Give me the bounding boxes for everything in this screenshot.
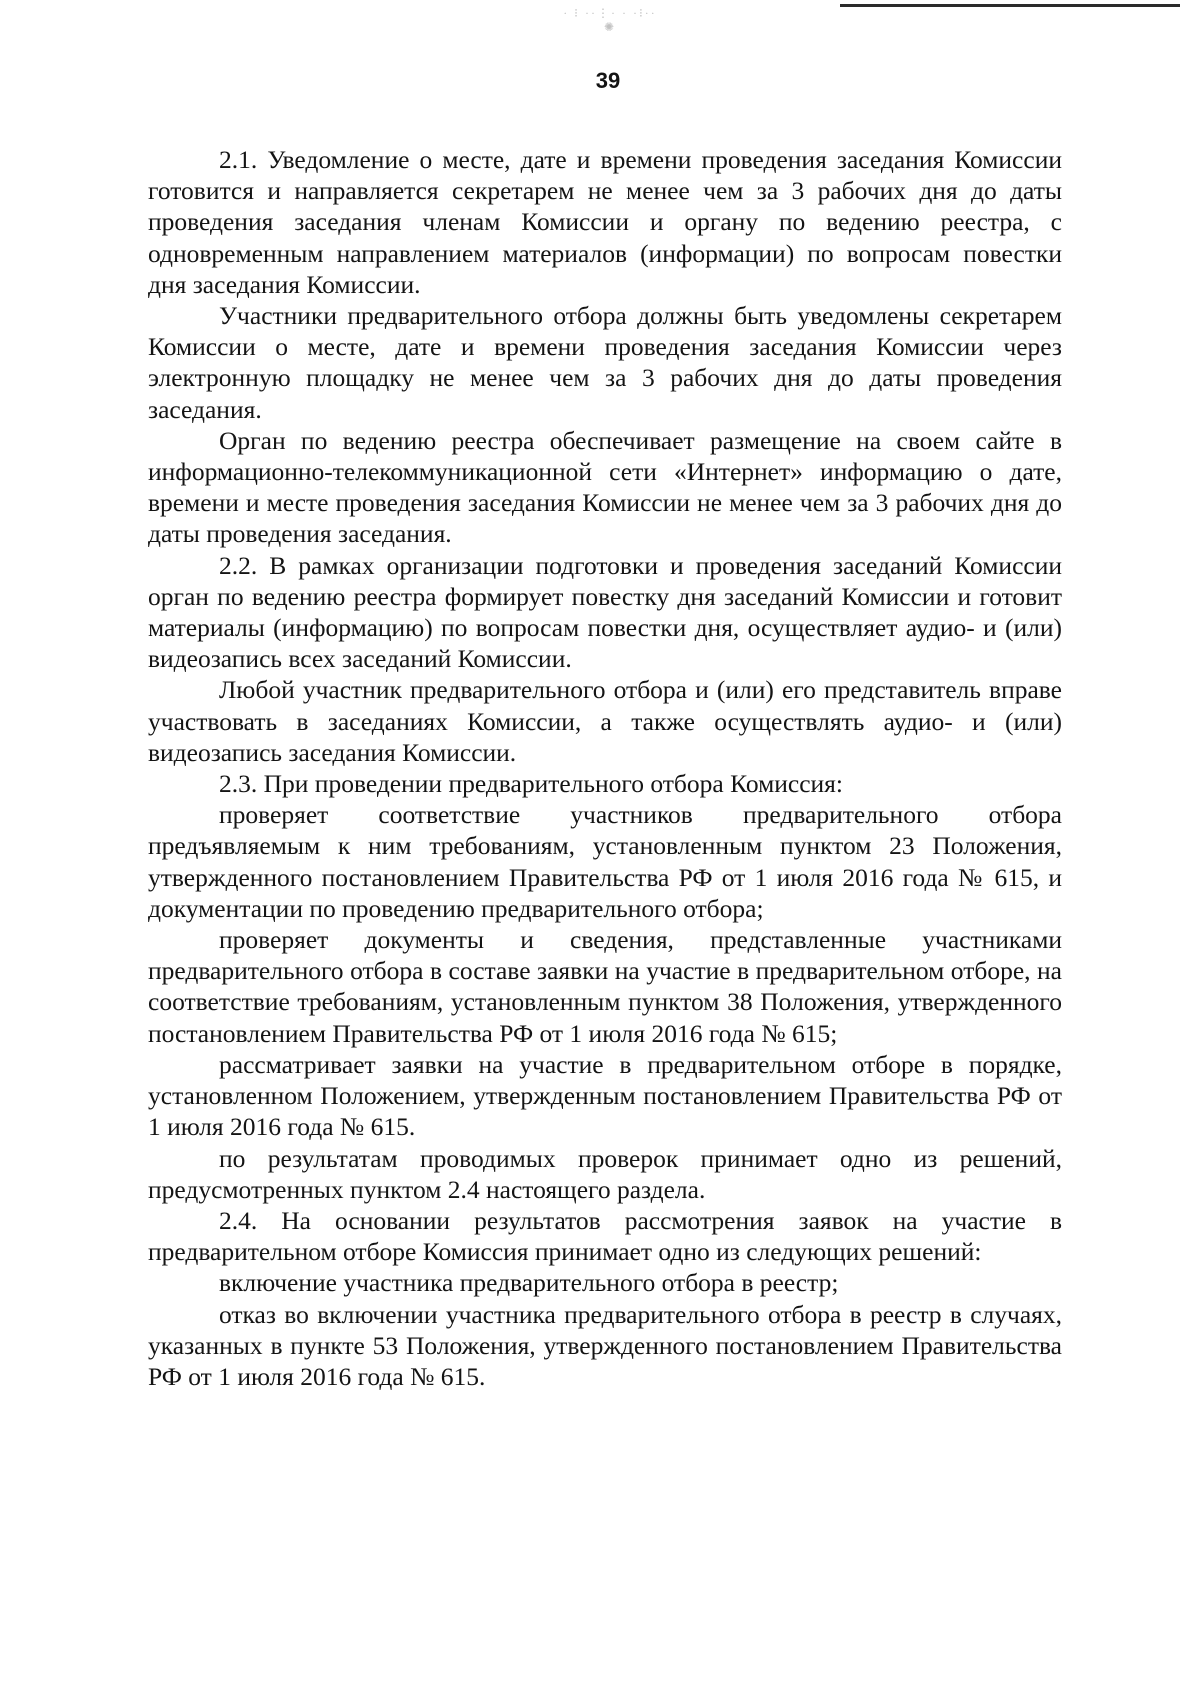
paragraph-2-1: 2.1. Уведомление о месте, дате и времени проведения заседания Комиссии готовится и направляется секретарем не менее чем за 3 рабочих дня до даты проведения заседания членам Комиссии и органу по ведению реестра, с одновременным направлением материалов (информации) по вопросам повестки дня заседания Комиссии. [148,145,1062,299]
paragraph-review-applications: рассматривает заявки на участие в предварительном отборе в порядке, установленном Положением, утвержденным постановлением Правительства РФ от 1 июля 2016 года № 615. [148,1049,1062,1142]
paragraph-registry-website: Орган по ведению реестра обеспечивает размещение на своем сайте в информационно-телекоммуникационной сети «Интернет» информацию о дате, времени и месте проведения заседания Комиссии не менее чем за 3 рабочих дня до даты проведения заседания. [148,425,1062,549]
document-body [148,144,1062,1392]
paragraph-2-4: 2.4. На основании результатов рассмотрения заявок на участие в предварительном отборе Комиссия принимает одно из следующих решений: [148,1205,1062,1267]
paragraph-participants-notice: Участники предварительного отбора должны быть уведомлены секретарем Комиссии о месте, дате и времени проведения заседания Комиссии через электронную площадку не менее чем за 3 рабочих дня до даты проведения заседания. [148,301,1062,424]
paragraph-2-2: 2.2. В рамках организации подготовки и проведения заседаний Комиссии орган по ведению реестра формирует повестку дня заседаний Комиссии и готовит материалы (информацию) по вопросам повестки дня, осуществляет аудио- и (или) видеозапись всех заседаний Комиссии. [148,550,1062,674]
scan-artifact: · ⁝ ··⋮· · ·⁝·· ✺ [563,6,657,34]
paragraph-check-compliance: проверяет соответствие участников предварительного отбора предъявляемым к ним требованиям, установленным пунктом 23 Положения, утвержденного постановлением Правительства РФ от 1 июля 2016 года № 615, и документации по проведению предварительного отбора; [148,800,1062,923]
paragraph-decision-refuse: отказ во включении участника предварительного отбора в реестр в случаях, указанных в пункте 53 Положения, утвержденного постановлением Правительства РФ от 1 июля 2016 года № 615. [148,1299,1062,1391]
page-number: 39 [595,68,621,93]
paragraph-decision-include: включение участника предварительного отбора в реестр; [219,1268,839,1298]
paragraph-participant-rights: Любой участник предварительного отбора и (или) его представитель вправе участвовать в заседаниях Комиссии, а также осуществлять аудио- и (или) видеозапись заседания Комиссии. [148,675,1062,767]
paragraph-2-3: 2.3. При проведении предварительного отбора Комиссия: [219,769,843,799]
scan-top-rule [840,4,1180,7]
paragraph-decision-results: по результатам проводимых проверок принимает одно из решений, предусмотренных пунктом 2.4 настоящего раздела. [148,1143,1062,1204]
paragraph-check-documents: проверяет документы и сведения, представленные участниками предварительного отбора в составе заявки на участие в предварительном отборе, на соответствие требованиям, установленным пунктом 38 Положения, утвержденного постановлением Правительства РФ от 1 июля 2016 года № 615; [148,925,1062,1048]
